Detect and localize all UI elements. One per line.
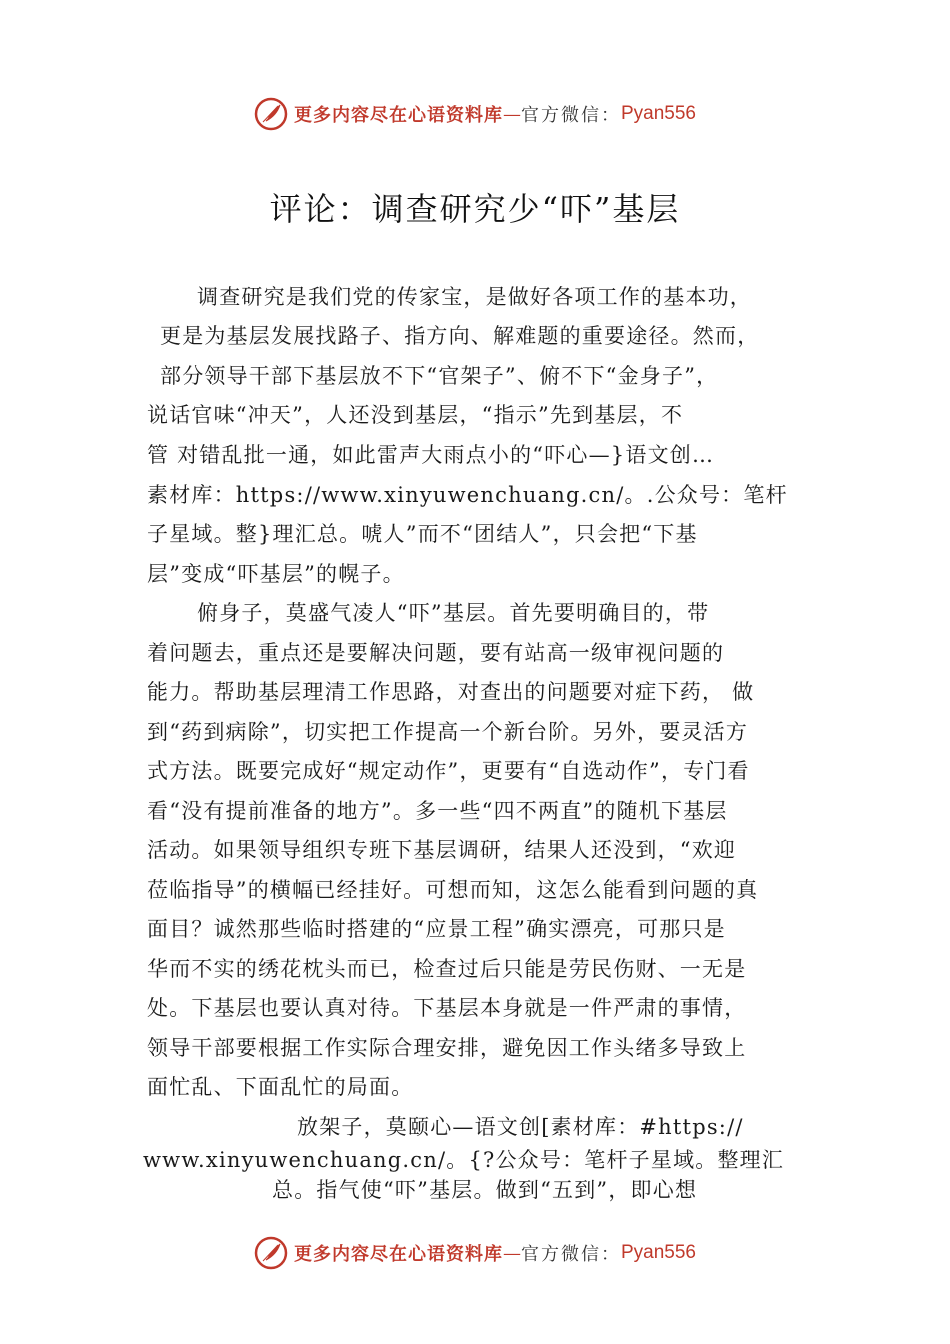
body-line: 到“药到病除”，切实把工作提高一个新台阶。另外，要灵活方 [147,720,749,744]
banner-wechat-label: 官方微信： [520,105,621,126]
body-line: www.xinyuwenchuang.cn/。{?公众号：笔杆子星域。整理汇 [143,1148,785,1172]
body-line: 素材库：https://www.xinyuwenchuang.cn/。.公众号：笔杆 [147,483,788,507]
body-line: 华而不实的绣花枕头而已，检查过后只能是劳民伤财、一无是 [147,957,747,981]
body-line: 面目？诚然那些临时搭建的“应景工程”确实漂亮，可那只是 [147,917,726,941]
body-line: 管 对错乱批一通，如此雷声大雨点小的“吓心—}语文创… [147,443,715,467]
page-title: 评论：调查研究少“吓”基层 [269,190,681,228]
body-line: 能力。帮助基层理清工作思路，对查出的问题要对症下药， 做 [147,680,755,704]
banner-brand: 更多内容尽在心语资料库 [293,1244,503,1265]
body-line: 总。指气使“吓”基层。做到“五到”，即心想 [272,1178,698,1202]
banner-wechat-label: 官方微信： [520,1244,621,1265]
banner-brand: 更多内容尽在心语资料库 [293,105,503,126]
body-line: 莅临指导”的横幅已经挂好。可想而知，这怎么能看到问题的真 [147,878,759,902]
body-line: 调查研究是我们党的传家宝，是做好各项工作的基本功， [197,285,752,309]
banner-wechat-id: Pyan556 [620,1242,696,1263]
banner-separator: — [502,1242,521,1264]
body-line: 式方法。既要完成好“规定动作”，更要有“自选动作”，专门看 [147,759,750,783]
footer-banner [0,1233,950,1273]
body-line: 说话官味“冲天”，人还没到基层，“指示”先到基层，不 [147,403,684,427]
quill-logo-icon [254,97,288,131]
body-line: 俯身子，莫盛气凌人“吓”基层。首先要明确目的，带 [197,601,710,625]
body-line: 部分领导干部下基层放不下“官架子”、俯不下“金身子”， [160,364,719,388]
banner-wechat-id: Pyan556 [620,103,696,124]
body-line: 更是为基层发展找路子、指方向、解难题的重要途径。然而， [160,324,760,348]
body-line: 面忙乱、下面乱忙的局面。 [147,1075,414,1099]
body-line: 子星域。整}理汇总。唬人”而不“团结人”，只会把“下基 [147,522,698,546]
banner-separator: — [502,103,521,125]
body-line: 处。下基层也要认真对待。下基层本身就是一件严肃的事情， [147,996,747,1020]
body-line: 看“没有提前准备的地方”。多一些“四不两直”的随机下基层 [147,799,728,823]
header-banner [0,94,950,134]
body-line: 领导干部要根据工作实际合理安排，避免因工作头绪多导致上 [147,1036,747,1060]
body-line: 活动。如果领导组织专班下基层调研，结果人还没到，“欢迎 [147,838,737,862]
body-line: 着问题去，重点还是要解决问题，要有站高一级审视问题的 [147,641,725,665]
body-line: 层”变成“吓基层”的幌子。 [147,562,405,586]
body-line: 放架子，莫颐心—语文创[素材库：#https:// [297,1115,744,1139]
quill-logo-icon [254,1236,288,1270]
